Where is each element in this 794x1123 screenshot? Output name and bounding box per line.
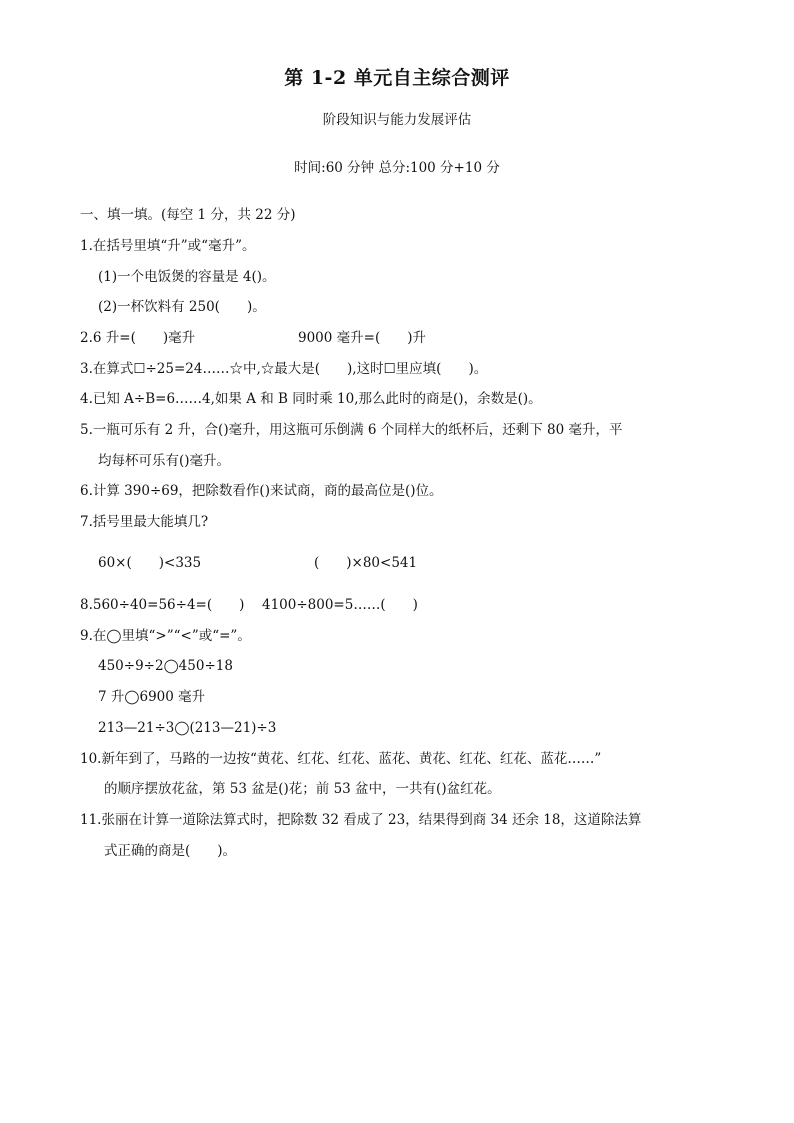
page-subtitle: 阶段知识与能力发展评估 [322,112,472,128]
section-1-heading: 一、填一填。(每空 1 分，共 22 分) [80,207,296,223]
question-2-left: 2.6 升=( )毫升 [80,330,196,346]
question-7-stem: 7.括号里最大能填几? [80,514,209,530]
question-6: 6.计算 390÷69，把除数看作()来试商，商的最高位是()位。 [80,483,443,499]
page-title: 第 1-2 单元自主综合测评 [284,67,510,89]
question-3: 3.在算式☐÷25=24……☆中,☆最大是( ),这时☐里应填( )。 [80,361,488,377]
question-5-line-1: 5.一瓶可乐有 2 升，合()毫升，用这瓶可乐倒满 6 个同样大的纸杯后，还剩下 80 毫升，平 [80,422,623,438]
question-1-stem: 1.在括号里填“升”或“毫升”。 [80,238,256,254]
question-1-part-1: (1)一个电饭煲的容量是 4()。 [98,269,276,285]
question-11-line-1: 11.张丽在计算一道除法算式时，把除数 32 看成了 23，结果得到商 34 还余 18，这道除法算 [80,812,642,828]
question-11-line-2: 式正确的商是( )。 [104,843,237,859]
question-9-part-3: 213—21÷3◯(213—21)÷3 [98,720,277,736]
question-8-left: 8.560÷40=56÷4=( ) [80,597,245,613]
question-9-part-1: 450÷9÷2◯450÷18 [98,658,233,674]
question-4: 4.已知 A÷B=6……4,如果 A 和 B 同时乘 10,那么此时的商是()，余数是()。 [80,391,542,407]
question-9-stem: 9.在◯里填“>”“<”或“=”。 [80,628,251,644]
question-10-line-1: 10.新年到了，马路的一边按“黄花、红花、红花、蓝花、黄花、红花、红花、蓝花……” [80,751,602,767]
question-5-line-2: 均每杯可乐有()毫升。 [98,453,231,469]
question-9-part-2: 7 升◯6900 毫升 [98,689,206,705]
question-1-part-2: (2)一杯饮料有 250( )。 [98,299,266,315]
question-10-line-2: 的顺序摆放花盆，第 53 盆是()花；前 53 盆中，一共有()盆红花。 [104,781,501,797]
exam-time-and-score: 时间:60 分钟 总分:100 分+10 分 [294,160,500,176]
question-2-right: 9000 毫升=( )升 [298,330,426,346]
question-7-left: 60×( )<335 [98,555,202,571]
question-7-right: ( )×80<541 [314,555,418,571]
question-8-right: 4100÷800=5……( ) [262,597,418,613]
